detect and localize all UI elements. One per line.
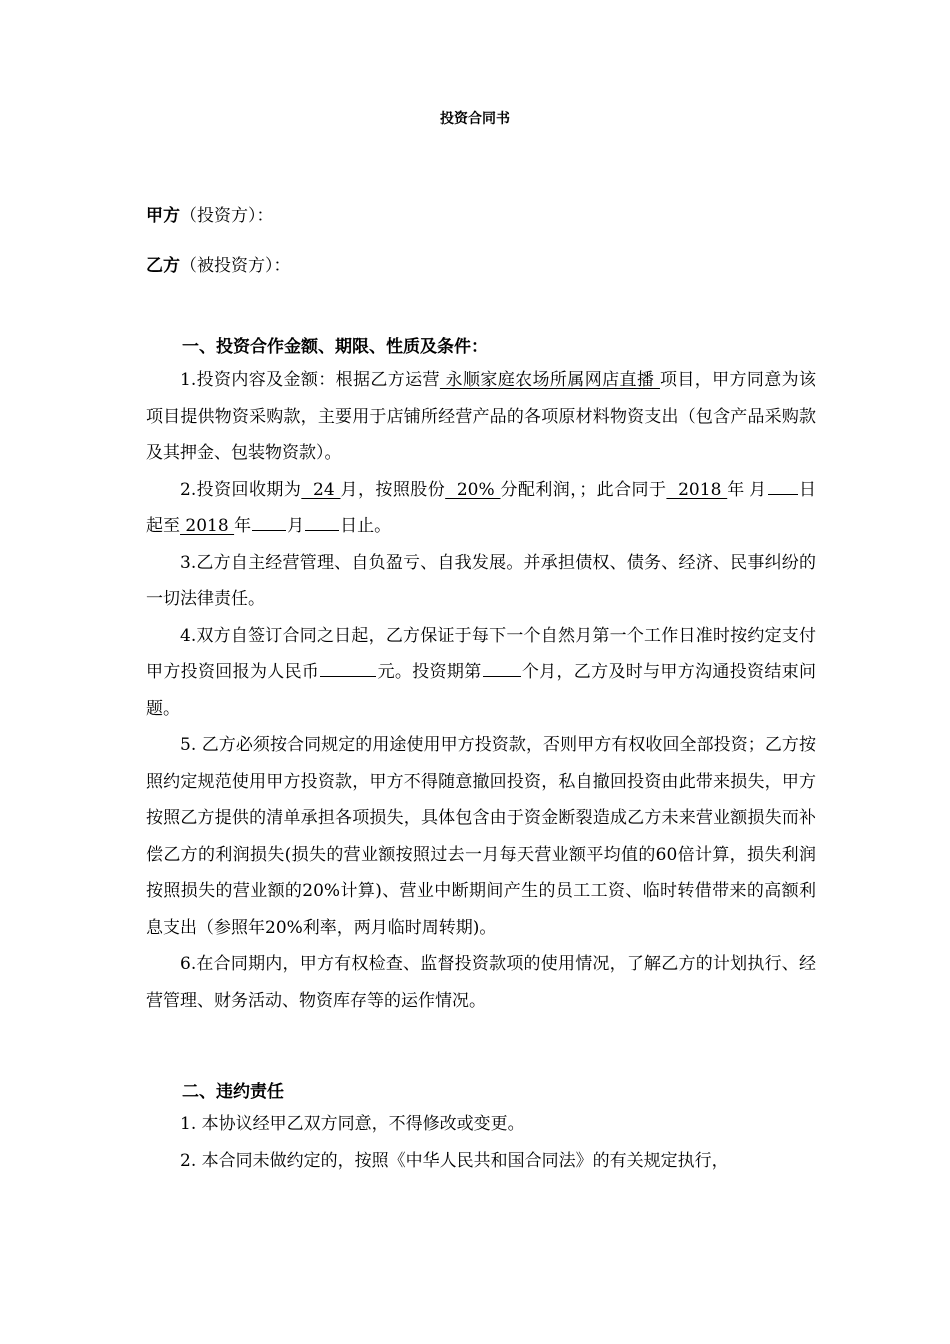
end-month-blank [252,513,286,531]
end-day-blank [305,513,339,531]
party-a-label: 甲方 [146,206,180,226]
section-2-heading: 二、违约责任 [182,1082,284,1102]
clause-5: 5. 乙方必须按合同规定的用途使用甲方投资款，否则甲方有权收回全部投资；乙方按照约定规范使用甲方投资款，甲方不得随意撤回投资，私自撤回投资由此带来损失，甲方按照乙方提供的清单承担各项损失，具体包含由于资金断裂造成乙方未来营业额损失而补偿乙方的利润损失(损失的营业额按照过去一月每天营业额平均值的60倍计算，损失利润按照损失的营业额的20%计算)、营业中断期间产生的员工工资、临时转借带来的高额利息支出（参照年20%利率，两月临时周转期)。 [146,735,816,938]
start-day-blank [768,477,798,495]
return-amount-blank [320,659,376,677]
clause-2: 2.投资回收期为 24 月，按照股份 20% 分配利润，；此合同于 2018 年 月 日起至 2018 年 月 日止。 [146,472,816,545]
clause-1: 1.投资内容及金额：根据乙方运营 永顺家庭农场所属网店直播 项目，甲方同意为该项目提供物资采购款，主要用于店铺所经营产品的各项原材料物资支出（包含产品采购款及其押金、包装物资款）。 [146,370,817,463]
clause-3: 3.乙方自主经营管理、自负盈亏、自我发展。并承担债权、债务、经济、民事纠纷的一切法律责任。 [146,552,816,609]
party-b-line [146,251,291,276]
party-a-line [146,201,274,226]
clause-6: 6.在合同期内，甲方有权检查、监督投资款项的使用情况，了解乙方的计划执行、经营管理、财务活动、物资库存等的运作情况。 [146,954,816,1011]
party-b-label: 乙方 [146,256,180,276]
section-1-heading: 一、投资合作金额、期限、性质及条件： [182,337,488,357]
page-title: 投资合同书 [440,111,510,127]
section-1-body [146,362,816,1019]
section-2-item-2: 2. 本合同未做约定的，按照《中华人民共和国合同法》的有关规定执行， [180,1150,729,1171]
party-a-role: （投资方）： [180,206,274,226]
section-2-item-1: 1. 本协议经甲乙双方同意，不得修改或变更。 [180,1114,525,1134]
start-year-field: 2018 [666,479,728,500]
share-percent-field: 20% [445,479,501,500]
clause-4: 4.双方自签订合同之日起，乙方保证于每下一个自然月第一个工作日准时按约定支付甲方投资回报为人民币 元。投资期第 个月，乙方及时与甲方沟通投资结束问题。 [146,625,817,719]
section-2-body [146,1106,816,1179]
project-name-field: 永顺家庭农场所属网店直播 [439,370,660,390]
spacer [746,478,748,495]
party-b-role: （被投资方）： [180,256,291,276]
payback-months-field: 24 [301,479,341,500]
end-year-field: 2018 [180,516,235,536]
investment-month-blank [483,659,521,677]
